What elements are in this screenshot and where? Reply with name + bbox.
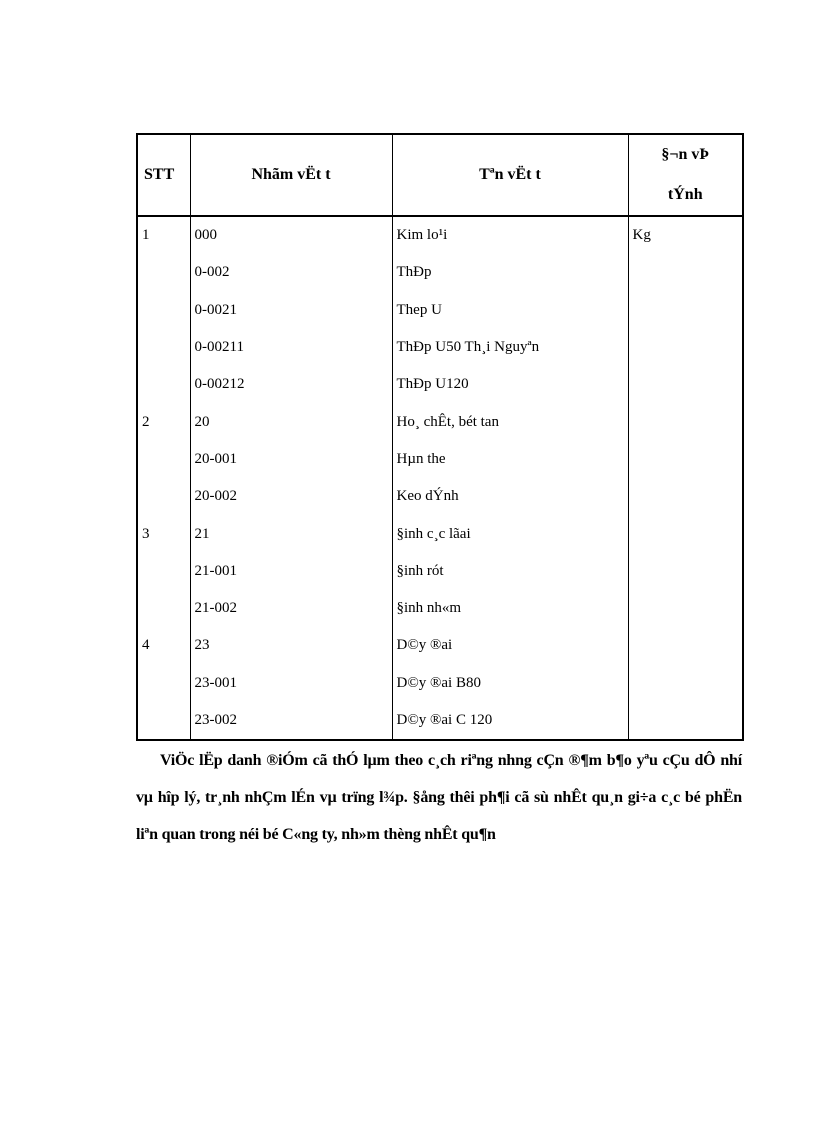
cell-unit <box>628 665 743 702</box>
cell-group: 21-002 <box>190 590 392 627</box>
table-row <box>137 627 743 664</box>
table-row <box>137 665 743 702</box>
cell-stt: 1 <box>137 216 190 254</box>
cell-unit <box>628 702 743 740</box>
cell-name: ThÐp <box>392 254 628 291</box>
cell-name: Thep U <box>392 292 628 329</box>
cell-group: 20-002 <box>190 478 392 515</box>
cell-unit <box>628 478 743 515</box>
body-paragraph: ViÖc lËp danh ®iÓm cã thÓ lµm theo c¸ch riªng nhng cÇn ®¶m b¶o yªu cÇu dÔ nhí vµ hîp lý, tr¸nh nhÇm lÉn vµ trïng l¾p. §ång thêi ph¶i cã sù nhÊt qu¸n gi÷a c¸c bé phËn liªn quan trong néi bé C«ng ty, nh»m thèng nhÊt qu¶n <box>136 752 742 843</box>
cell-stt <box>137 553 190 590</box>
cell-group: 20 <box>190 403 392 440</box>
cell-stt <box>137 329 190 366</box>
cell-stt: 4 <box>137 627 190 664</box>
table-row <box>137 292 743 329</box>
table-row <box>137 403 743 440</box>
table-header <box>137 134 743 216</box>
cell-unit <box>628 329 743 366</box>
cell-stt: 3 <box>137 515 190 552</box>
table-row <box>137 216 743 254</box>
cell-name: Ho¸ chÊt, bét tan <box>392 403 628 440</box>
cell-stt: 2 <box>137 403 190 440</box>
cell-group: 0-00211 <box>190 329 392 366</box>
header-stt: STT <box>137 134 190 216</box>
header-unit <box>628 134 743 216</box>
cell-name: D©y ®ai <box>392 627 628 664</box>
cell-group: 23 <box>190 627 392 664</box>
cell-group: 20-001 <box>190 441 392 478</box>
cell-name: §inh c¸c lãai <box>392 515 628 552</box>
cell-group: 21 <box>190 515 392 552</box>
cell-stt <box>137 366 190 403</box>
cell-stt <box>137 665 190 702</box>
table-row <box>137 702 743 740</box>
cell-name: D©y ®ai B80 <box>392 665 628 702</box>
cell-stt <box>137 590 190 627</box>
cell-group: 23-002 <box>190 702 392 740</box>
cell-name: ThÐp U50 Th¸i Nguyªn <box>392 329 628 366</box>
cell-unit <box>628 590 743 627</box>
cell-name: §inh rót <box>392 553 628 590</box>
header-unit-line1: §¬n vÞ <box>661 146 710 163</box>
header-name: Tªn vËt t <box>392 134 628 216</box>
cell-unit <box>628 254 743 291</box>
table-row <box>137 515 743 552</box>
cell-stt <box>137 478 190 515</box>
cell-unit <box>628 292 743 329</box>
cell-group: 21-001 <box>190 553 392 590</box>
cell-unit <box>628 366 743 403</box>
cell-stt <box>137 254 190 291</box>
cell-unit <box>628 515 743 552</box>
cell-group: 000 <box>190 216 392 254</box>
table-row <box>137 478 743 515</box>
table-row <box>137 553 743 590</box>
cell-stt <box>137 702 190 740</box>
header-group: Nhãm vËt t <box>190 134 392 216</box>
cell-group: 0-0021 <box>190 292 392 329</box>
table-body <box>137 216 743 740</box>
header-unit-line2: tÝnh <box>667 186 703 203</box>
table-row <box>137 254 743 291</box>
table-row <box>137 329 743 366</box>
cell-name: Kim lo¹i <box>392 216 628 254</box>
cell-stt <box>137 441 190 478</box>
cell-name: Keo dÝnh <box>392 478 628 515</box>
table-row <box>137 441 743 478</box>
cell-name: §inh nh«m <box>392 590 628 627</box>
cell-unit <box>628 627 743 664</box>
cell-unit: Kg <box>628 216 743 254</box>
cell-unit <box>628 441 743 478</box>
cell-stt <box>137 292 190 329</box>
cell-name: ThÐp U120 <box>392 366 628 403</box>
table-row <box>137 366 743 403</box>
cell-unit <box>628 403 743 440</box>
cell-name: D©y ®ai C 120 <box>392 702 628 740</box>
materials-table <box>136 133 744 741</box>
cell-group: 0-002 <box>190 254 392 291</box>
cell-unit <box>628 553 743 590</box>
table-row <box>137 590 743 627</box>
cell-name: Hµn the <box>392 441 628 478</box>
cell-group: 23-001 <box>190 665 392 702</box>
cell-group: 0-00212 <box>190 366 392 403</box>
